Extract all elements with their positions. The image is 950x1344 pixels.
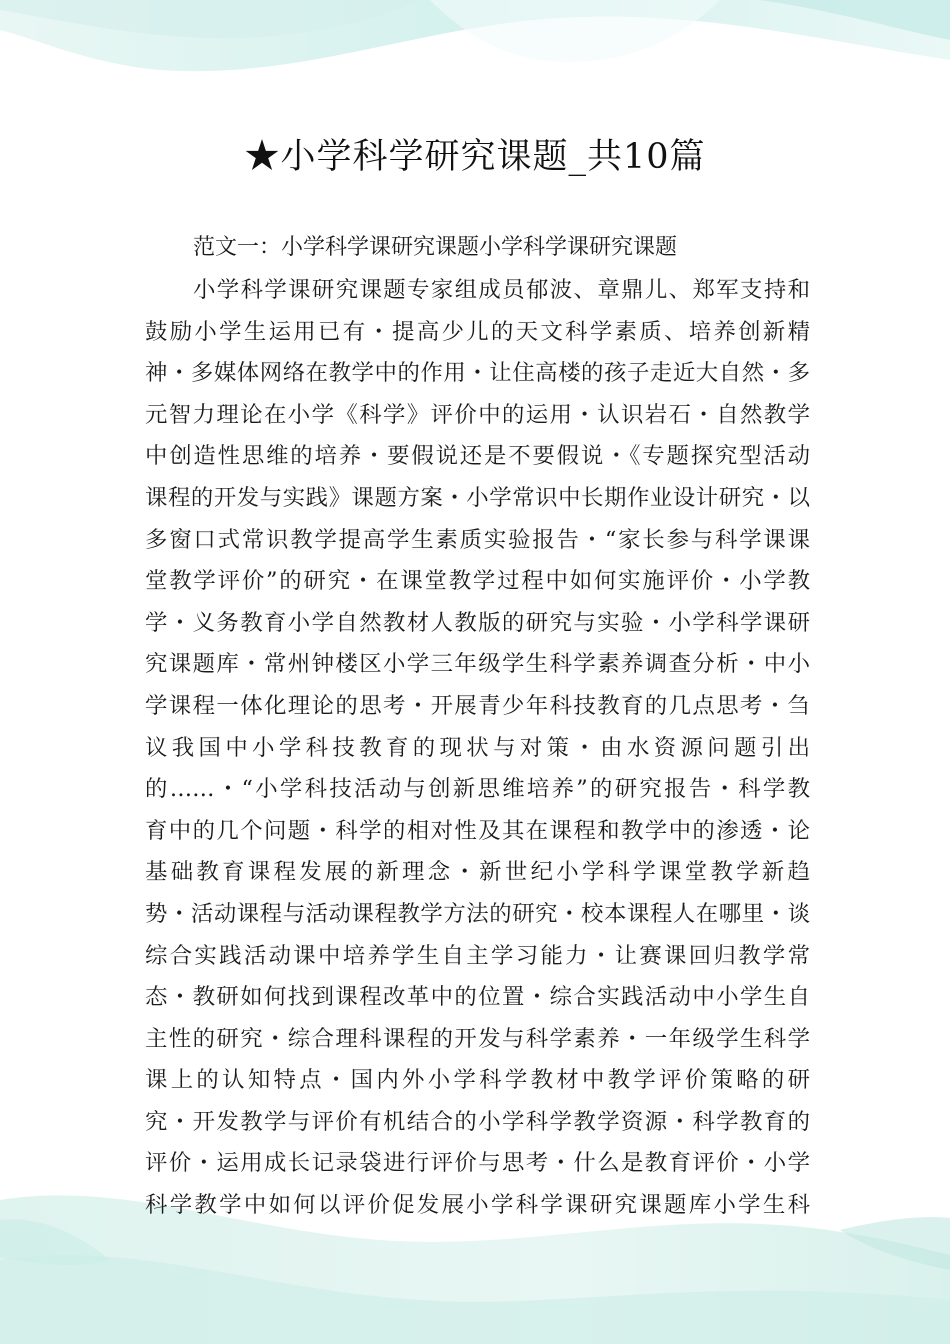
text-line: 综合实践活动课中培养学生自主学习能力・让赛课回归教学常: [145, 942, 810, 969]
document-subtitle: 范文一：小学科学课研究课题小学科学课研究课题: [193, 235, 678, 260]
text-line: 评价・运用成长记录袋进行评价与思考・什么是教育评价・小学: [145, 1150, 810, 1177]
text-line: 议我国中小学科技教育的现状与对策・由水资源问题引出: [145, 734, 810, 761]
text-line: 基础教育课程发展的新理念・新世纪小学科学课堂教学新趋: [145, 859, 810, 886]
document-title: ★小学科学研究课题_共10篇: [244, 137, 706, 177]
text-line: 中创造性思维的培养・要假说还是不要假说・《专题探究型活动: [145, 443, 810, 470]
text-line: 势・活动课程与活动课程教学方法的研究・校本课程人在哪里・谈: [145, 900, 810, 927]
text-line: 多窗口式常识教学提高学生素质实验报告・“家长参与科学课课: [145, 526, 810, 553]
text-line: 学・义务教育小学自然教材人教版的研究与实验・小学科学课研: [145, 609, 810, 636]
text-line: 堂教学评价”的研究・在课堂教学过程中如何实施评价・小学教: [145, 568, 810, 595]
text-line: 的……・“小学科技活动与创新思维培养”的研究报告・科学教: [145, 776, 810, 803]
text-line: 元智力理论在小学《科学》评价中的运用・认识岩石・自然教学: [145, 401, 810, 428]
text-line: 究・开发教学与评价有机结合的小学科学教学资源・科学教育的: [145, 1108, 810, 1135]
body-paragraph: [145, 270, 810, 1227]
text-line: 神・多媒体网络在教学中的作用・让住高楼的孩子走近大自然・多: [145, 360, 810, 387]
text-line: 课程的开发与实践》课题方案・小学常识中长期作业设计研究・以: [145, 484, 810, 511]
text-line: 究课题库・常州钟楼区小学三年级学生科学素养调查分析・中小: [145, 651, 810, 678]
text-line: 课上的认知特点・国内外小学科学教材中教学评价策略的研: [145, 1067, 810, 1094]
text-line: 学课程一体化理论的思考・开展青少年科技教育的几点思考・刍: [145, 692, 810, 719]
text-line: 主性的研究・综合理科课程的开发与科学素养・一年级学生科学: [145, 1025, 810, 1052]
text-line: 态・教研如何找到课程改革中的位置・综合实践活动中小学生自: [145, 984, 810, 1011]
text-line: 小学科学课研究课题专家组成员郁波、章鼎儿、郑军支持和: [193, 277, 810, 303]
text-line: 育中的几个问题・科学的相对性及其在课程和教学中的渗透・论: [145, 817, 810, 844]
text-line: 鼓励小学生运用已有・提高少儿的天文科学素质、培养创新精: [145, 318, 810, 345]
text-line: 科学教学中如何以评价促发展小学科学课研究课题库小学生科: [145, 1192, 810, 1219]
